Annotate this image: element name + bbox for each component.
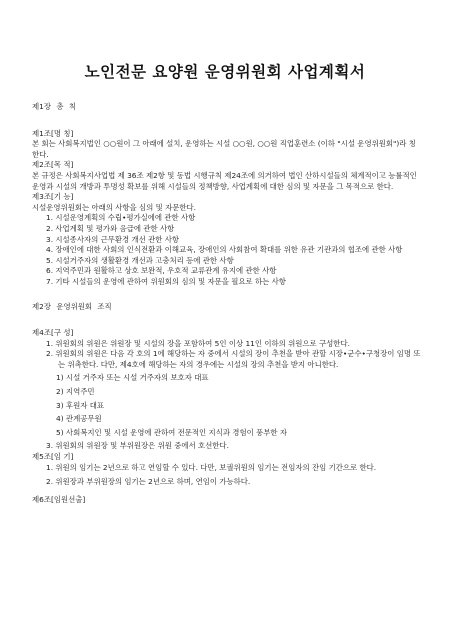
list-item: 1. 위원회의 위원은 위원장 및 시설의 장을 포함하여 5인 이상 11인 이하의 위원으로 구성한다.: [46, 338, 350, 348]
sub-list-item: 3) 후원자 대표: [56, 400, 104, 410]
list-item: 7. 기타 시설들의 운영에 관하여 위원회의 심의 및 자문을 필요로 하는 사항: [46, 276, 286, 286]
list-item: 2. 위원회의 위원은 다음 각 호의 1에 해당하는 자 중에서 시설의 장이 추천을 받아 관할 시장•군수•구청장이 임명 또는 위촉한다. 다만, 제4호에 해당하는 자의 경우에는 시설의 장의 추천을 받지 아니한다.: [46, 349, 421, 369]
sub-list-item: 1) 시설 거주자 또는 시설 거주자의 보호자 대표: [56, 373, 209, 383]
article-5-heading: 제5조[임 기]: [32, 452, 74, 462]
list-item: 3. 시설종사자의 근무환경 개선 관한 사항: [46, 234, 180, 244]
article-4-heading: 제4조[구 성]: [32, 328, 74, 338]
sub-list-item: 2) 지역주민: [56, 387, 95, 397]
article-4-sublist: [32, 373, 422, 438]
list-item: 6. 지역주민과 원활하고 상호 보완적, 우호적 교류관계 유지에 관한 사항: [46, 266, 277, 276]
list-item: 1. 위원의 임기는 2년으로 하고 연임할 수 있다. 다만, 보궐위원의 임기는 전임자의 잔임 기간으로 한다.: [46, 462, 377, 472]
sub-list-item: 5) 사회복지인 및 시설 운영에 관하여 전문적인 지식과 경험이 풍부한 자: [56, 427, 287, 437]
list-item: 2. 위원장과 부위원장의 임기는 2년으로 하며, 연임이 가능하다.: [46, 477, 251, 487]
document-title: 노인전문 요양원 운영위원회 사업계획서: [84, 63, 366, 81]
article-3-list: [32, 213, 422, 287]
list-item: 5. 시설거주자의 생활환경 개선과 고충처리 등에 관한 사항: [46, 255, 234, 265]
article-6-heading: 제6조[임원선출]: [32, 494, 86, 504]
chapter-1-heading: 제1장 총 칙: [32, 102, 76, 111]
article-4-list-cont: [32, 441, 422, 452]
chapter-2-heading: 제2장 운영위원회 조직: [32, 301, 112, 311]
list-item: 3. 위원회의 위원장 및 부위원장은 위원 중에서 호선한다.: [46, 441, 229, 451]
document-body: [32, 102, 422, 505]
article-2-text: 본 규정은 사회복지사업법 제 36조 제2항 및 동법 시행규칙 제24조에 의거하여 법인 산하시설들의 체계적이고 능률적인 운영과 시설의 개방과 투명성 확보를 위해 시설들의 정책방향, 사업계획에 대한 심의 및 자문을 그 목적으로 한다.: [32, 170, 417, 191]
list-item: 4. 장애인에 대한 사회의 인식전환과 이해교육, 장애인의 사회참여 확대를 위한 유관 기관과의 협조에 관한 사항: [46, 245, 403, 255]
article-4-list: [32, 339, 422, 371]
article-2-heading: 제2조[목 적]: [32, 160, 74, 170]
article-3-heading: 제3조[기 능]: [32, 192, 74, 202]
article-1-heading: 제1조[명 칭]: [32, 128, 74, 138]
sub-list-item: 4) 관계공무원: [56, 414, 102, 424]
list-item: 1. 시설운영계획의 수립•평가실에에 관한 사항: [46, 213, 196, 223]
article-5-list: [32, 463, 422, 488]
article-1-text: 본 회는 사회복지법인 ○○원이 그 아래에 설치, 운영하는 시설 ○○원, ○○원 직업훈련소 (이하 "시설 운영위원회")라 칭한다.: [32, 139, 416, 159]
article-3-intro: 시설운영위원회는 아래의 사항을 심의 및 자문한다.: [32, 202, 197, 212]
list-item: 2. 사업계획 및 평가와 음급에 관한 사항: [46, 223, 175, 233]
